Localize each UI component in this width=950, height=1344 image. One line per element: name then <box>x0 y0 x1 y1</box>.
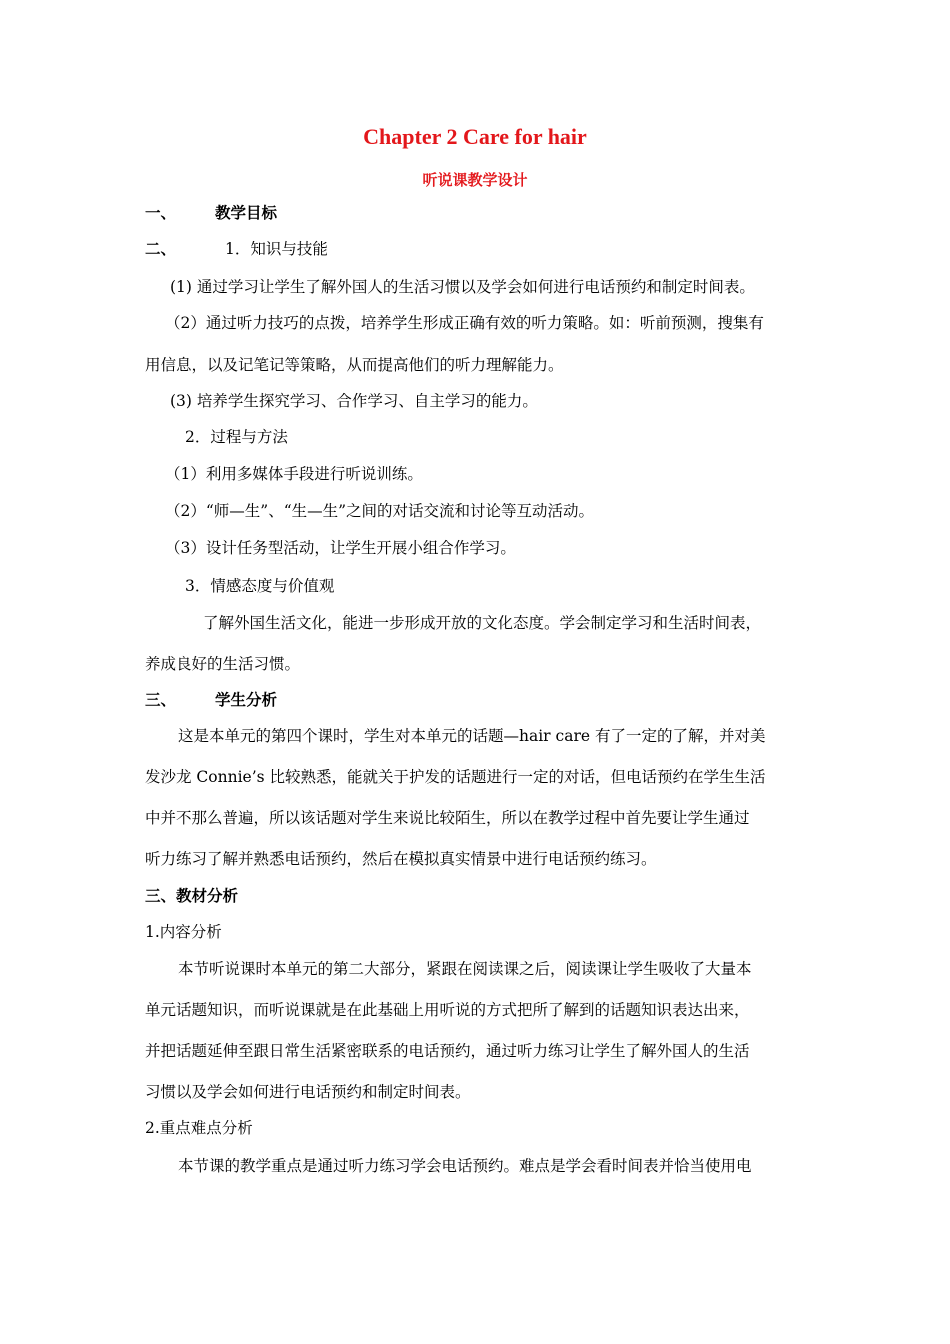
paragraph-student-line2: 发沙龙 Connie’s 比较熟悉，能就关于护发的话题进行一定的对话，但电话预约在学生生活 <box>145 768 766 786</box>
document-subtitle: 听说课教学设计 <box>422 171 528 189</box>
paragraph-goal-2-line1: （2）通过听力技巧的点拨，培养学生形成正确有效的听力策略。如：听前预测，搜集有 <box>165 314 764 332</box>
paragraph-key-points-line1: 本节课的教学重点是通过听力练习学会电话预约。难点是学会看时间表并恰当使用电 <box>178 1157 752 1175</box>
paragraph-process-1: （1）利用多媒体手段进行听说训练。 <box>165 465 423 483</box>
paragraph-content-line2: 单元话题知识，而听说课就是在此基础上用听说的方式把所了解到的话题知识表达出来， <box>145 1001 750 1019</box>
document-title: Chapter 2 Care for hair <box>363 124 587 149</box>
paragraph-student-line4: 听力练习了解并熟悉电话预约，然后在模拟真实情景中进行电话预约练习。 <box>145 850 657 868</box>
paragraph-attitude-line1: 了解外国生活文化，能进一步形成开放的文化态度。学会制定学习和生活时间表， <box>203 614 762 632</box>
paragraph-content-line4: 习惯以及学会如何进行电话预约和制定时间表。 <box>145 1083 471 1101</box>
section-content-analysis: 1.内容分析 <box>145 923 222 941</box>
section-process-methods: 2．过程与方法 <box>185 428 288 446</box>
section-attitude-values: 3．情感态度与价值观 <box>185 577 335 595</box>
paragraph-goal-2-line2: 用信息，以及记笔记等策略，从而提高他们的听力理解能力。 <box>145 356 564 374</box>
paragraph-content-line1: 本节听说课时本单元的第二大部分，紧跟在阅读课之后，阅读课让学生吸收了大量本 <box>178 960 752 978</box>
paragraph-student-line3: 中并不那么普遍，所以该话题对学生来说比较陌生，所以在教学过程中首先要让学生通过 <box>145 809 750 827</box>
heading-student-analysis: 三、 学生分析 <box>145 690 278 709</box>
heading-knowledge-skills: 二、 1．知识与技能 <box>145 239 328 258</box>
paragraph-attitude-line2: 养成良好的生活习惯。 <box>145 655 301 673</box>
paragraph-student-line1: 这是本单元的第四个课时，学生对本单元的话题—hair care 有了一定的了解，并对美 <box>178 727 766 745</box>
paragraph-process-3: （3）设计任务型活动，让学生开展小组合作学习。 <box>165 539 516 557</box>
paragraph-goal-1: (1) 通过学习让学生了解外国人的生活习惯以及学会如何进行电话预约和制定时间表。 <box>170 278 755 296</box>
heading-material-analysis: 三、教材分析 <box>145 886 239 905</box>
paragraph-process-2: （2）“师—生”、“生—生”之间的对话交流和讨论等互动活动。 <box>165 502 595 520</box>
heading-teaching-goals: 一、 教学目标 <box>145 203 278 222</box>
paragraph-goal-3: (3) 培养学生探究学习、合作学习、自主学习的能力。 <box>170 392 538 410</box>
paragraph-content-line3: 并把话题延伸至跟日常生活紧密联系的电话预约，通过听力练习让学生了解外国人的生活 <box>145 1042 750 1060</box>
section-key-difficult-points: 2.重点难点分析 <box>145 1119 253 1137</box>
